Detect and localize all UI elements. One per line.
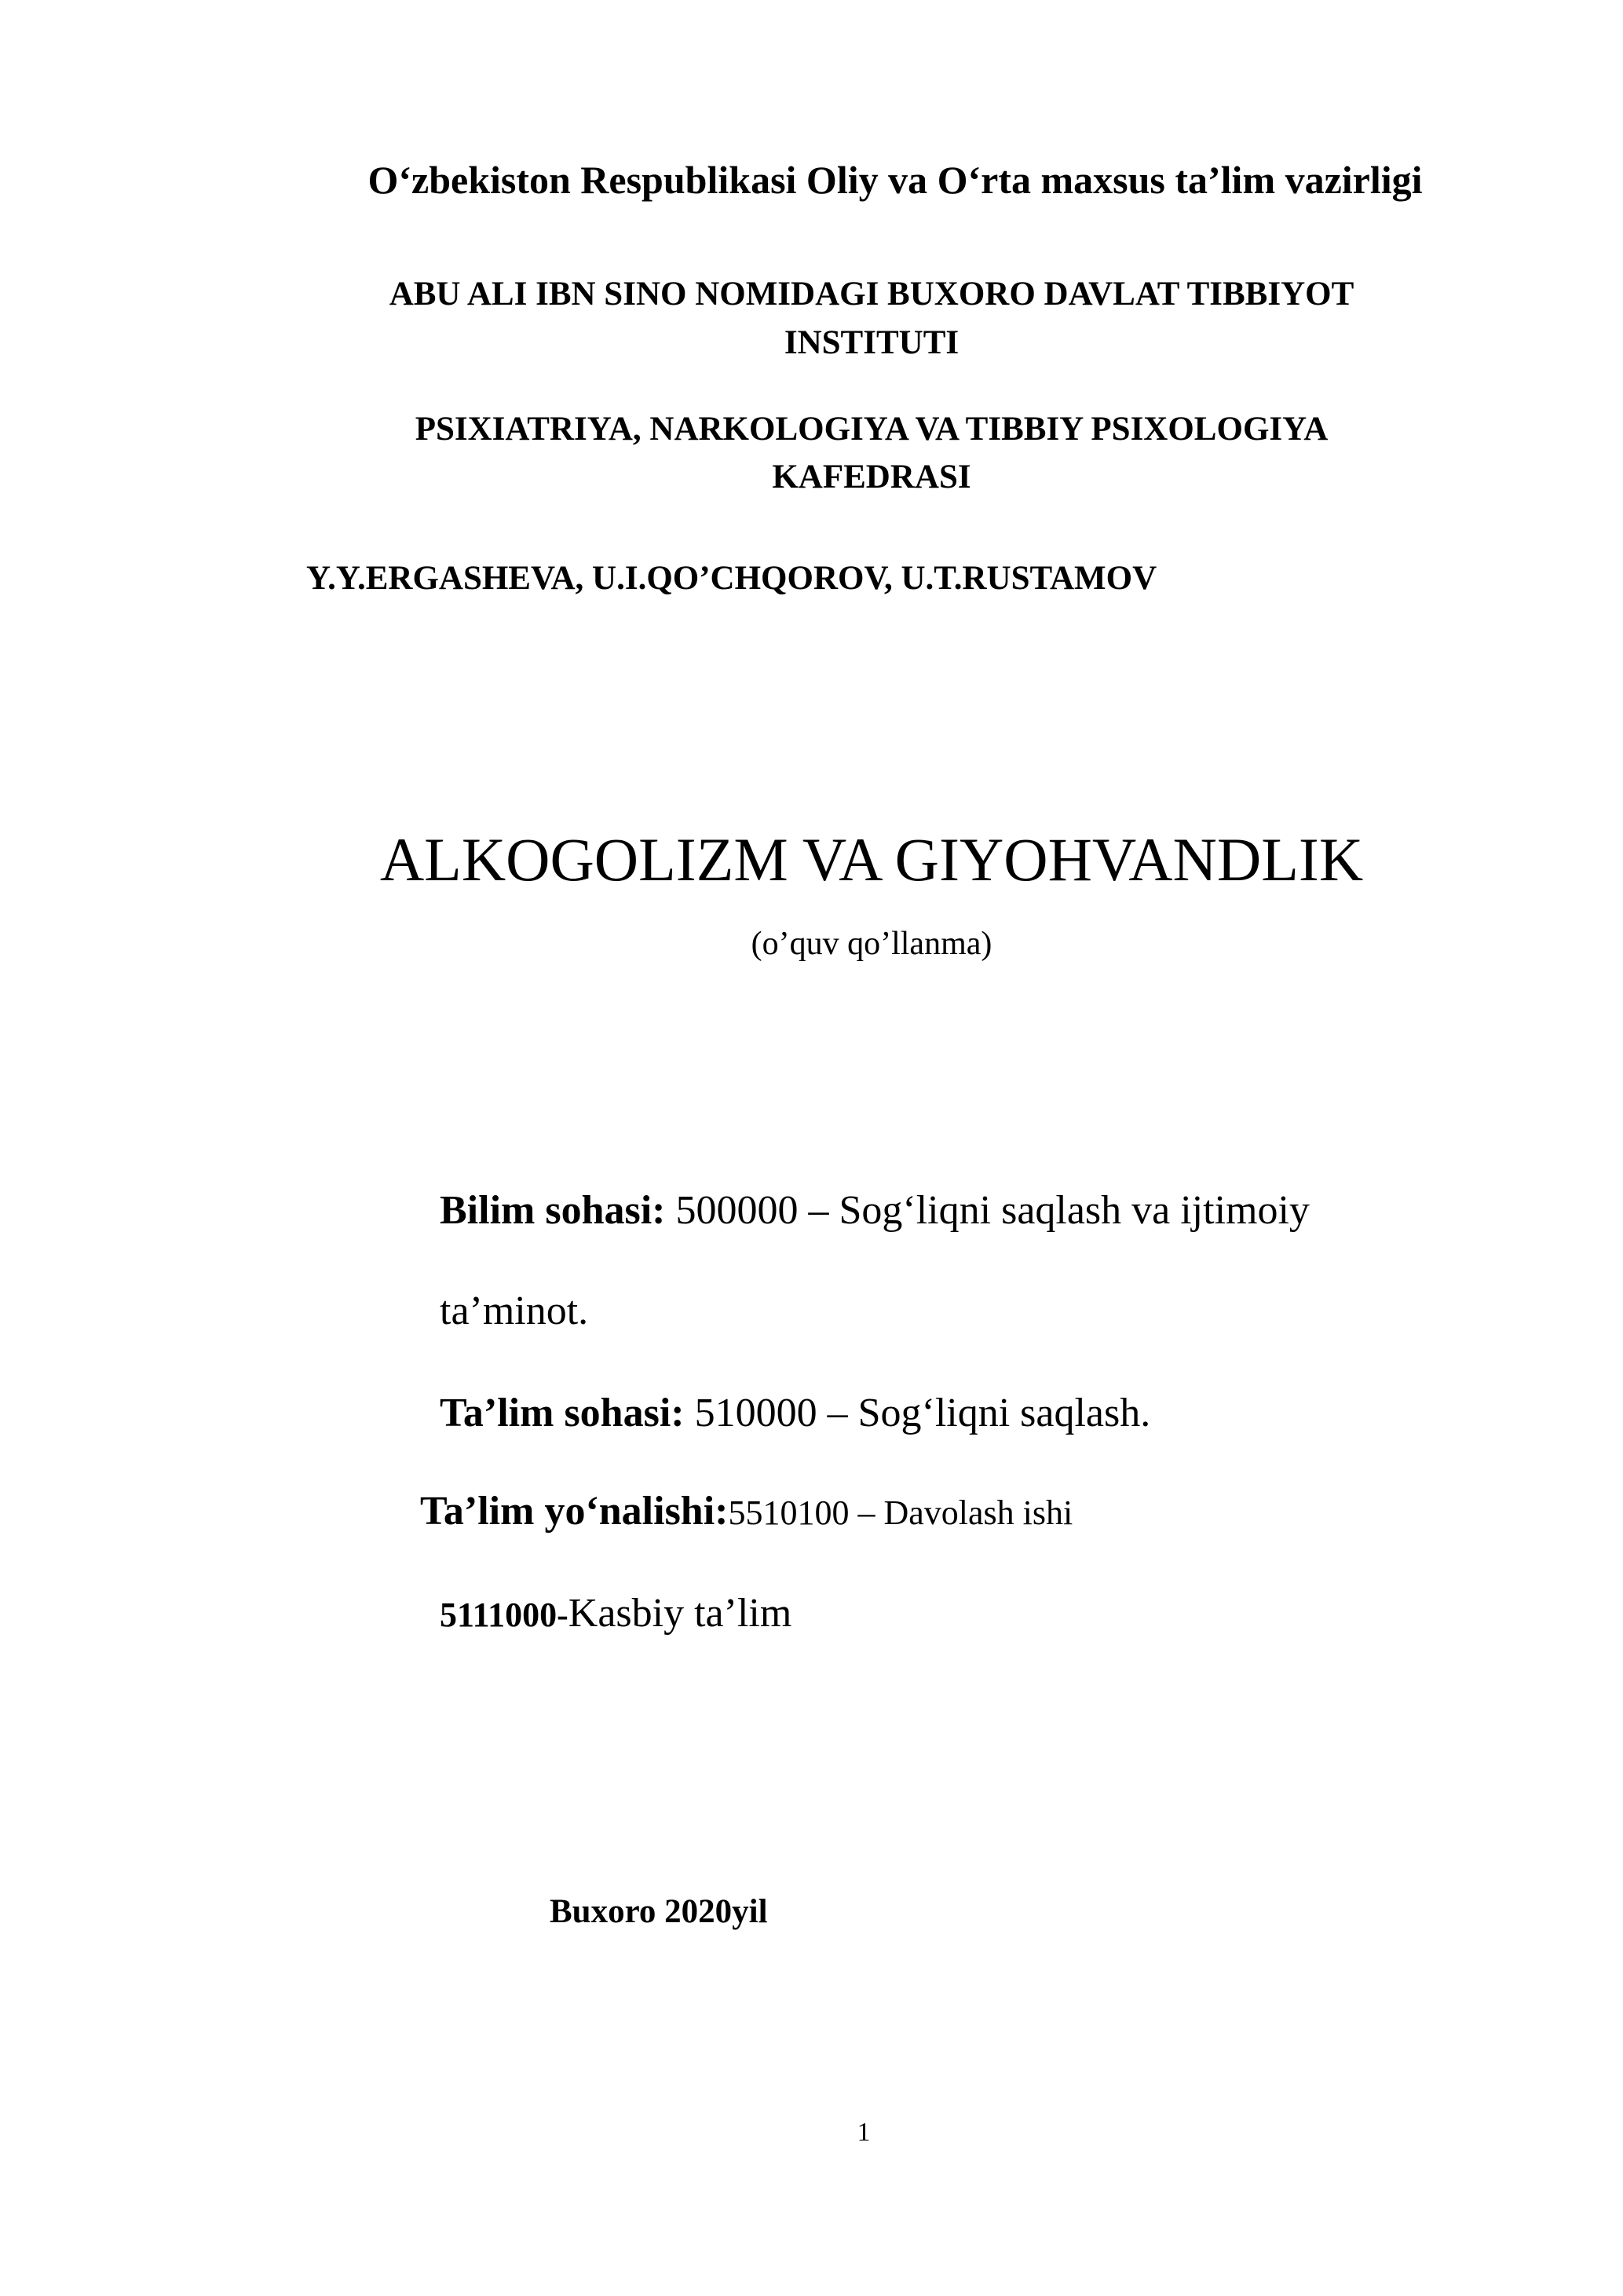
talim-yonalishi-line — [420, 1488, 1073, 1534]
ministry-heading: O‘zbekiston Respublikasi Oliy va O‘rta maxsus ta’lim vazirligi — [367, 158, 1423, 202]
bilim-sohasi-label: Bilim sohasi: — [440, 1188, 666, 1233]
institute-name-line2: INSTITUTI — [784, 324, 960, 361]
talim-yonalishi-value: 5510100 – Davolash ishi — [728, 1493, 1073, 1532]
talim-sohasi-line — [440, 1390, 1150, 1436]
talim-sohasi-value: 510000 – Sog‘liqni saqlash. — [684, 1391, 1151, 1435]
department-name-line1: PSIXIATRIYA, NARKOLOGIYA VA TIBBIY PSIXOLOGIYA — [415, 411, 1329, 448]
kasbiy-talim-value: Kasbiy ta’lim — [568, 1591, 792, 1636]
bilim-sohasi-continuation: ta’minot. — [440, 1289, 589, 1333]
kasbiy-talim-code: 5111000- — [440, 1596, 568, 1634]
institute-name-line1: ABU ALI IBN SINO NOMIDAGI BUXORO DAVLAT TIBBIYOT — [389, 276, 1354, 313]
page-number: 1 — [857, 2118, 871, 2147]
document-title: ALKOGOLIZM VA GIYOHVANDLIK — [379, 825, 1364, 894]
department-name-line2: KAFEDRASI — [772, 459, 971, 495]
bilim-sohasi-line — [440, 1187, 1310, 1234]
bilim-sohasi-value: 500000 – Sog‘liqni saqlash va ijtimoiy — [665, 1188, 1310, 1233]
document-subtitle: (o’quv qo’llanma) — [751, 926, 992, 962]
city-year: Buxoro 2020yil — [550, 1893, 768, 1930]
talim-sohasi-label: Ta’lim sohasi: — [440, 1391, 685, 1435]
authors: Y.Y.ERGASHEVA, U.I.QO’CHQOROV, U.T.RUSTAMOV — [306, 560, 1157, 597]
talim-yonalishi-label: Ta’lim yo‘nalishi: — [420, 1489, 729, 1534]
kasbiy-talim-line — [440, 1590, 791, 1636]
